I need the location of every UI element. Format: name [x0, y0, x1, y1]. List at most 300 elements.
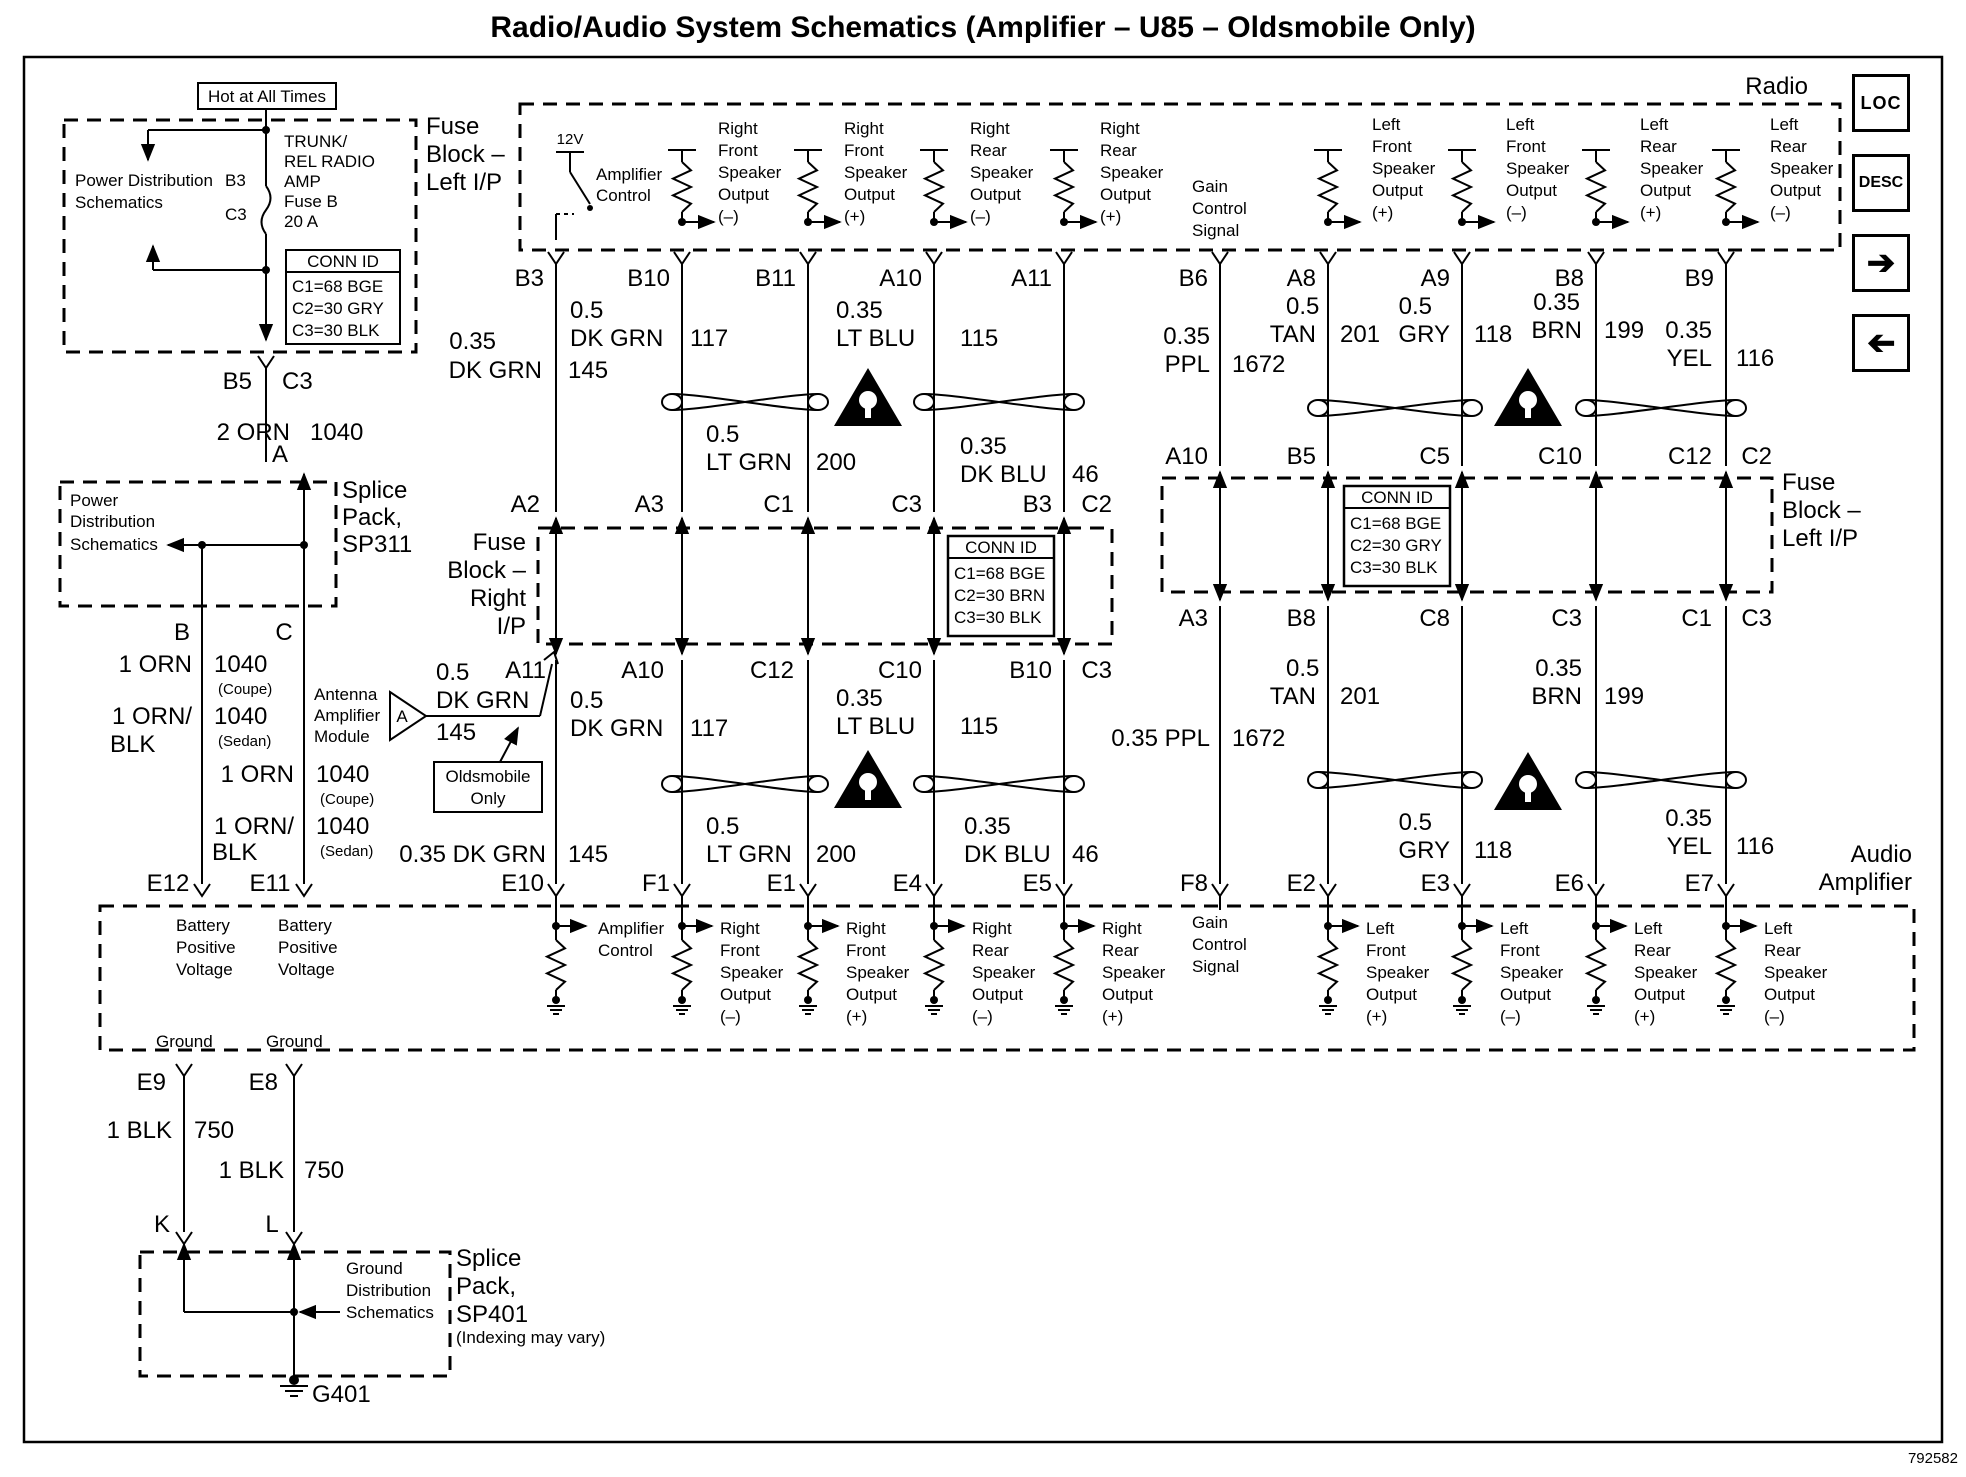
svg-text:Speaker: Speaker	[1366, 963, 1430, 982]
svg-text:Output: Output	[720, 985, 772, 1004]
svg-text:Left I/P: Left I/P	[426, 169, 503, 196]
fb-right-bottom-pin: C12	[749, 657, 794, 684]
pin-b10: B10	[627, 265, 670, 292]
wire-label: 1672	[1232, 725, 1286, 752]
pin-a8: A8	[1286, 265, 1316, 292]
wire-col-6	[1320, 252, 1336, 910]
pin-f8: F8	[1179, 870, 1208, 897]
wire-label: 115	[960, 325, 999, 352]
radio-label: Radio	[1745, 73, 1808, 100]
twisted-pair-symbol	[914, 394, 1084, 410]
svg-text:Block –: Block –	[426, 141, 505, 168]
svg-text:Speaker: Speaker	[844, 163, 908, 182]
svg-text:Signal: Signal	[1192, 957, 1240, 976]
wire-col-2	[800, 252, 816, 910]
warning-icon	[1494, 368, 1562, 426]
radio-output-rr_pos	[1050, 119, 1164, 226]
twisted-pair-symbol	[914, 776, 1084, 792]
svg-text:Control: Control	[1192, 935, 1247, 954]
wire-label: 145	[568, 357, 609, 384]
svg-text:REL RADIO: REL RADIO	[284, 152, 376, 171]
svg-text:Output: Output	[718, 185, 770, 204]
svg-text:Rear: Rear	[1770, 137, 1807, 156]
pin-b: B	[173, 619, 191, 646]
svg-text:0.5: 0.5	[436, 659, 470, 686]
wire-label: 118	[1474, 321, 1513, 348]
svg-text:1 ORN/: 1 ORN/	[213, 813, 294, 840]
pin-e7: E7	[1684, 870, 1714, 897]
svg-text:Left: Left	[1366, 919, 1395, 938]
svg-text:(–): (–)	[970, 207, 991, 226]
wire-label: 118	[1474, 837, 1513, 864]
svg-text:Speaker: Speaker	[1764, 963, 1828, 982]
svg-text:1 ORN/: 1 ORN/	[111, 703, 192, 730]
svg-text:(Sedan): (Sedan)	[218, 733, 272, 750]
svg-text:Rear: Rear	[972, 941, 1009, 960]
wire-label: TAN	[1269, 321, 1316, 348]
svg-text:Front: Front	[1500, 941, 1540, 960]
svg-text:Voltage: Voltage	[278, 960, 335, 979]
wire-label: 0.35	[1535, 655, 1582, 682]
twisted-pair-symbol	[1308, 772, 1482, 788]
svg-text:(Coupe): (Coupe)	[320, 791, 375, 808]
svg-text:Positive: Positive	[278, 938, 338, 957]
pin-b11: B11	[755, 265, 796, 292]
svg-text:(Coupe): (Coupe)	[218, 681, 273, 698]
wire-label: 116	[1736, 345, 1775, 372]
svg-text:Speaker: Speaker	[1372, 159, 1436, 178]
wire-label: 200	[816, 841, 857, 868]
svg-text:(+): (+)	[1102, 1007, 1124, 1026]
svg-text:Pack,: Pack,	[456, 1273, 517, 1300]
wire-label: 199	[1604, 317, 1645, 344]
wire-label: 0.35 PPL	[1111, 725, 1210, 752]
svg-text:Left: Left	[1764, 919, 1793, 938]
svg-text:Fuse: Fuse	[472, 529, 526, 556]
wire-label: LT GRN	[706, 841, 792, 868]
svg-text:Distribution: Distribution	[346, 1281, 432, 1300]
svg-text:(+): (+)	[846, 1007, 868, 1026]
ground-wires	[107, 1064, 344, 1244]
pin-l: L	[265, 1211, 279, 1238]
radio-output-lr_neg	[1712, 115, 1834, 226]
svg-text:1040: 1040	[214, 703, 268, 730]
fb-left-top-pin: A10	[1165, 443, 1208, 470]
pin-b8: B8	[1554, 265, 1584, 292]
twisted-pair-symbol	[662, 394, 828, 410]
splice-pack-name: Splice	[342, 477, 408, 504]
pin-k: K	[153, 1211, 171, 1238]
svg-text:SP401: SP401	[456, 1301, 529, 1328]
svg-text:Left: Left	[1506, 115, 1535, 134]
svg-text:1040: 1040	[316, 761, 370, 788]
fb-right-top-pin: C1	[763, 491, 794, 518]
svg-text:C1=68 BGE: C1=68 BGE	[954, 564, 1046, 583]
wire-label: LT GRN	[706, 449, 792, 476]
svg-text:Antenna: Antenna	[314, 685, 378, 704]
svg-text:Pack,: Pack,	[342, 504, 403, 531]
wire-label: YEL	[1666, 345, 1712, 372]
twisted-pair-symbol	[1576, 772, 1746, 788]
svg-text:Front: Front	[1372, 137, 1412, 156]
svg-text:(–): (–)	[1770, 203, 1791, 222]
warning-icon	[834, 750, 902, 808]
fb-right-bottom-pin: C3	[1081, 657, 1112, 684]
svg-text:Speaker: Speaker	[846, 963, 910, 982]
pin-a9: A9	[1420, 265, 1450, 292]
svg-text:Splice: Splice	[456, 1245, 522, 1272]
svg-text:Speaker: Speaker	[718, 163, 782, 182]
wire-col-1	[674, 252, 690, 910]
wire-label: 201	[1340, 683, 1381, 710]
wire-label: LT BLU	[836, 325, 916, 352]
svg-text:Output: Output	[1500, 985, 1552, 1004]
wire-label: 117	[690, 715, 729, 742]
fuse-block-right-ip	[447, 528, 1112, 644]
wire-label: 115	[960, 713, 999, 740]
svg-text:Front: Front	[718, 141, 758, 160]
pin-b3: B3	[514, 265, 544, 292]
pin-e10: E10	[501, 870, 544, 897]
amp-input-rr_pos	[1055, 910, 1166, 1026]
wire-label: GRY	[1398, 321, 1450, 348]
wire-label: 0.35	[960, 433, 1007, 460]
svg-text:Front: Front	[846, 941, 886, 960]
amp-input-rf_pos	[799, 910, 910, 1026]
pin-a11: A11	[1011, 265, 1052, 292]
fuse-label: TRUNK/	[284, 132, 348, 151]
fb-right-bottom-pin: C10	[877, 657, 922, 684]
amp-input-rr_neg	[925, 910, 1036, 1026]
pin-c3: C3	[282, 368, 313, 395]
power-distribution-label: Power Distribution	[75, 171, 213, 190]
wire-label: 0.5	[570, 687, 604, 714]
svg-text:Control: Control	[598, 941, 653, 960]
wire-color: 2 ORN	[216, 419, 290, 446]
hot-at-all-times-label: Hot at All Times	[207, 87, 327, 106]
twisted-pair-symbol	[662, 776, 828, 792]
fb-left-top-pin: C2	[1741, 443, 1772, 470]
svg-text:Output: Output	[970, 185, 1022, 204]
svg-text:Right: Right	[846, 919, 886, 938]
wire-label: 145	[568, 841, 609, 868]
svg-text:Schematics: Schematics	[75, 193, 163, 212]
svg-text:750: 750	[194, 1117, 235, 1144]
svg-text:(–): (–)	[718, 207, 739, 226]
fb-left-bottom-pin: C3	[1741, 605, 1772, 632]
svg-text:BLK: BLK	[212, 839, 258, 866]
svg-text:Voltage: Voltage	[176, 960, 233, 979]
svg-text:C2=30 BRN: C2=30 BRN	[954, 586, 1046, 605]
wire-label: 117	[690, 325, 729, 352]
fb-left-top-pin: C5	[1419, 443, 1450, 470]
svg-text:Block –: Block –	[447, 557, 526, 584]
wire-col-9	[1718, 252, 1734, 910]
svg-text:Speaker: Speaker	[1102, 963, 1166, 982]
svg-text:Front: Front	[720, 941, 760, 960]
svg-text:C3=30 BLK: C3=30 BLK	[954, 608, 1042, 627]
svg-text:Right: Right	[720, 919, 760, 938]
loc-button[interactable]	[1852, 74, 1910, 132]
amp-input-lr_neg	[1717, 910, 1828, 1026]
wire-label: 0.5	[1398, 809, 1432, 836]
svg-text:Rear: Rear	[1100, 141, 1137, 160]
amp-input-lf_pos	[1319, 910, 1430, 1026]
svg-text:Rear: Rear	[1102, 941, 1139, 960]
svg-text:Output: Output	[846, 985, 898, 1004]
svg-text:SP311: SP311	[342, 531, 413, 558]
svg-text:(–): (–)	[1764, 1007, 1785, 1026]
svg-text:Speaker: Speaker	[1500, 963, 1564, 982]
wire-label: 0.35 DK GRN	[399, 841, 546, 868]
svg-text:1040: 1040	[214, 651, 268, 678]
wire-label: 0.5	[706, 421, 740, 448]
svg-text:Only: Only	[470, 789, 506, 808]
splice-pack-sp401	[140, 1244, 605, 1408]
svg-text:Left: Left	[1372, 115, 1401, 134]
pin-b6: B6	[1178, 265, 1208, 292]
svg-text:Ground: Ground	[266, 1032, 323, 1051]
wire-label: 0.35	[964, 813, 1011, 840]
svg-text:Output: Output	[1640, 181, 1692, 200]
fb-right-bottom-pin: A10	[621, 657, 664, 684]
svg-text:Distribution: Distribution	[70, 512, 156, 531]
pin-e9: E9	[136, 1069, 166, 1096]
svg-text:(–): (–)	[1500, 1007, 1521, 1026]
warning-icon	[834, 368, 902, 426]
svg-text:Ground: Ground	[346, 1259, 403, 1278]
svg-text:Speaker: Speaker	[1770, 159, 1834, 178]
svg-text:Amplifier: Amplifier	[314, 706, 381, 725]
svg-text:Left I/P: Left I/P	[1782, 525, 1859, 552]
pin-e6: E6	[1554, 870, 1584, 897]
svg-text:Battery: Battery	[176, 916, 230, 935]
pin-e4: E4	[892, 870, 922, 897]
svg-text:(+): (+)	[1372, 203, 1394, 222]
svg-text:1 BLK: 1 BLK	[106, 1117, 172, 1144]
svg-text:Output: Output	[1770, 181, 1822, 200]
previous-button[interactable]	[1852, 314, 1910, 372]
battery-feed-wires	[110, 610, 374, 897]
figure-id: 792582	[1907, 1450, 1958, 1467]
wire-label: LT BLU	[836, 713, 916, 740]
wire-label: 0.35	[1163, 323, 1210, 350]
svg-text:Output: Output	[1372, 181, 1424, 200]
svg-text:Block –: Block –	[1782, 497, 1861, 524]
fb-left-top-pin: C12	[1667, 443, 1712, 470]
svg-text:C3=30 BLK: C3=30 BLK	[292, 321, 380, 340]
loc-label: LOC	[1860, 92, 1902, 113]
svg-text:Front: Front	[1366, 941, 1406, 960]
fb-right-top-pin: B3	[1022, 491, 1052, 518]
wire-label: 0.35	[449, 328, 496, 355]
wire-label: DK BLU	[964, 841, 1051, 868]
svg-text:(+): (+)	[1634, 1007, 1656, 1026]
svg-text:C2=30 GRY: C2=30 GRY	[1350, 536, 1442, 555]
fb-right-top-pin: C3	[891, 491, 922, 518]
wire-label: 46	[1072, 461, 1099, 488]
svg-text:1 ORN: 1 ORN	[220, 761, 294, 788]
fb-right-top-pin: A3	[634, 491, 664, 518]
pin-e5: E5	[1022, 870, 1052, 897]
svg-text:CONN ID: CONN ID	[965, 538, 1037, 557]
fb-left-bottom-pin: C3	[1551, 605, 1582, 632]
radio-output-lf_neg	[1448, 115, 1570, 226]
svg-text:Speaker: Speaker	[1634, 963, 1698, 982]
wire-label: YEL	[1666, 833, 1712, 860]
svg-text:Positive: Positive	[176, 938, 236, 957]
svg-text:(+): (+)	[1640, 203, 1662, 222]
pin-e1: E1	[766, 870, 796, 897]
wire-label: 201	[1340, 321, 1381, 348]
arrow-right-icon: ➔	[1866, 244, 1896, 282]
pin-c3: C3	[225, 205, 247, 224]
amp-input-lf_neg	[1453, 910, 1564, 1026]
svg-text:Rear: Rear	[1640, 137, 1677, 156]
fuse-block-name: Fuse	[426, 113, 480, 140]
desc-button[interactable]	[1852, 154, 1910, 212]
wire-label: 0.35	[1665, 317, 1712, 344]
wire-col-3	[926, 252, 942, 910]
amp-input-rf_neg	[673, 910, 784, 1026]
svg-text:Left: Left	[1770, 115, 1799, 134]
pin-a10: A10	[879, 265, 922, 292]
wire-col-8	[1588, 252, 1604, 910]
svg-text:(Sedan): (Sedan)	[320, 843, 374, 860]
svg-text:Gain: Gain	[1192, 177, 1228, 196]
svg-text:Ground: Ground	[156, 1032, 213, 1051]
svg-text:(+): (+)	[844, 207, 866, 226]
svg-text:Amplifier: Amplifier	[596, 165, 663, 184]
fb-right-top-pin: A2	[510, 491, 540, 518]
svg-text:AMP: AMP	[284, 172, 321, 191]
svg-text:Front: Front	[844, 141, 884, 160]
wire-col-0	[548, 252, 564, 910]
wire-label: 0.35	[836, 685, 883, 712]
svg-text:BLK: BLK	[110, 731, 156, 758]
svg-text:I/P: I/P	[496, 613, 526, 640]
wire-label: GRY	[1398, 837, 1450, 864]
svg-text:(–): (–)	[972, 1007, 993, 1026]
pin-a: A	[271, 441, 289, 468]
wire-label: 0.35	[1665, 805, 1712, 832]
wire-label: 1672	[1232, 351, 1286, 378]
svg-text:1 ORN: 1 ORN	[118, 651, 192, 678]
svg-text:Right: Right	[469, 585, 526, 612]
wire-label: BRN	[1531, 317, 1582, 344]
audio-amplifier-label: Audio	[1850, 841, 1912, 868]
svg-text:Left: Left	[1500, 919, 1529, 938]
pin-b3: B3	[225, 171, 246, 190]
svg-text:Output: Output	[1366, 985, 1418, 1004]
svg-text:Speaker: Speaker	[1506, 159, 1570, 178]
fuse-b-symbol	[262, 186, 271, 234]
svg-text:Right: Right	[970, 119, 1010, 138]
svg-text:Rear: Rear	[970, 141, 1007, 160]
wire-label: TAN	[1269, 683, 1316, 710]
svg-text:Schematics: Schematics	[346, 1303, 434, 1322]
pin-b5: B5	[222, 368, 252, 395]
svg-text:Amplifier: Amplifier	[598, 919, 665, 938]
svg-text:Speaker: Speaker	[970, 163, 1034, 182]
fb-left-bottom-pin: C1	[1681, 605, 1712, 632]
wire-label: DK BLU	[960, 461, 1047, 488]
svg-text:Speaker: Speaker	[720, 963, 784, 982]
svg-text:Fuse: Fuse	[1782, 469, 1836, 496]
fb-left-bottom-pin: A3	[1178, 605, 1208, 632]
pin-f1: F1	[641, 870, 670, 897]
svg-text:Battery: Battery	[278, 916, 332, 935]
wire-label: 0.5	[1286, 655, 1320, 682]
wire-label: 200	[816, 449, 857, 476]
power-distribution-label: Power	[70, 491, 119, 510]
warning-icon	[1494, 752, 1562, 810]
svg-text:(Indexing may vary): (Indexing may vary)	[456, 1328, 606, 1347]
svg-text:Speaker: Speaker	[1640, 159, 1704, 178]
wire-col-4	[1056, 252, 1072, 910]
wire-label: DK GRN	[448, 357, 542, 384]
diagram-title: Radio/Audio System Schematics (Amplifier – U85 – Oldsmobile Only)	[490, 11, 1476, 44]
wire-label: 0.5	[706, 813, 740, 840]
splice-pack-sp311	[60, 474, 412, 646]
twisted-pair-symbol	[1308, 400, 1482, 416]
pin-c: C	[275, 619, 293, 646]
svg-text:Right: Right	[972, 919, 1012, 938]
amp-input-lr_pos	[1587, 910, 1698, 1026]
amp-input-amplifier-control	[547, 910, 586, 1014]
svg-text:Rear: Rear	[1634, 941, 1671, 960]
svg-text:Control: Control	[1192, 199, 1247, 218]
svg-text:Speaker: Speaker	[972, 963, 1036, 982]
wire-label: 0.35	[836, 297, 883, 324]
svg-text:C1=68 BGE: C1=68 BGE	[1350, 514, 1442, 533]
circuit-number: 1040	[310, 419, 364, 446]
wire-label: 0.5	[1286, 293, 1320, 320]
wire-label: 0.5	[570, 297, 604, 324]
svg-text:Output: Output	[972, 985, 1024, 1004]
svg-text:Right: Right	[844, 119, 884, 138]
svg-text:Fuse B: Fuse B	[284, 192, 338, 211]
svg-text:Front: Front	[1506, 137, 1546, 156]
svg-text:12V: 12V	[556, 131, 584, 148]
wire-col-5	[1212, 252, 1228, 910]
wire-col-7	[1454, 252, 1470, 910]
svg-text:Oldsmobile: Oldsmobile	[445, 767, 531, 786]
svg-text:CONN ID: CONN ID	[1361, 488, 1433, 507]
svg-text:Signal: Signal	[1192, 221, 1240, 240]
fb-right-top-pin: C2	[1081, 491, 1112, 518]
radio-output-lf_pos	[1314, 115, 1436, 226]
svg-text:Output: Output	[1102, 985, 1154, 1004]
svg-text:1 BLK: 1 BLK	[218, 1157, 284, 1184]
svg-text:Gain: Gain	[1192, 913, 1228, 932]
pin-e2: E2	[1286, 870, 1316, 897]
next-button[interactable]	[1852, 234, 1910, 292]
svg-text:Output: Output	[1100, 185, 1152, 204]
wire-label: 116	[1736, 833, 1775, 860]
svg-text:Right: Right	[1102, 919, 1142, 938]
svg-text:(–): (–)	[1506, 203, 1527, 222]
ground-g401: G401	[312, 1381, 371, 1408]
svg-text:145: 145	[436, 719, 477, 746]
svg-text:Amplifier: Amplifier	[1818, 869, 1912, 896]
radio-output-rf_neg	[668, 119, 782, 226]
svg-text:Rear: Rear	[1764, 941, 1801, 960]
fb-left-bottom-pin: B8	[1286, 605, 1316, 632]
desc-label: DESC	[1858, 174, 1904, 191]
svg-text:Left: Left	[1640, 115, 1669, 134]
svg-text:Output: Output	[1764, 985, 1816, 1004]
